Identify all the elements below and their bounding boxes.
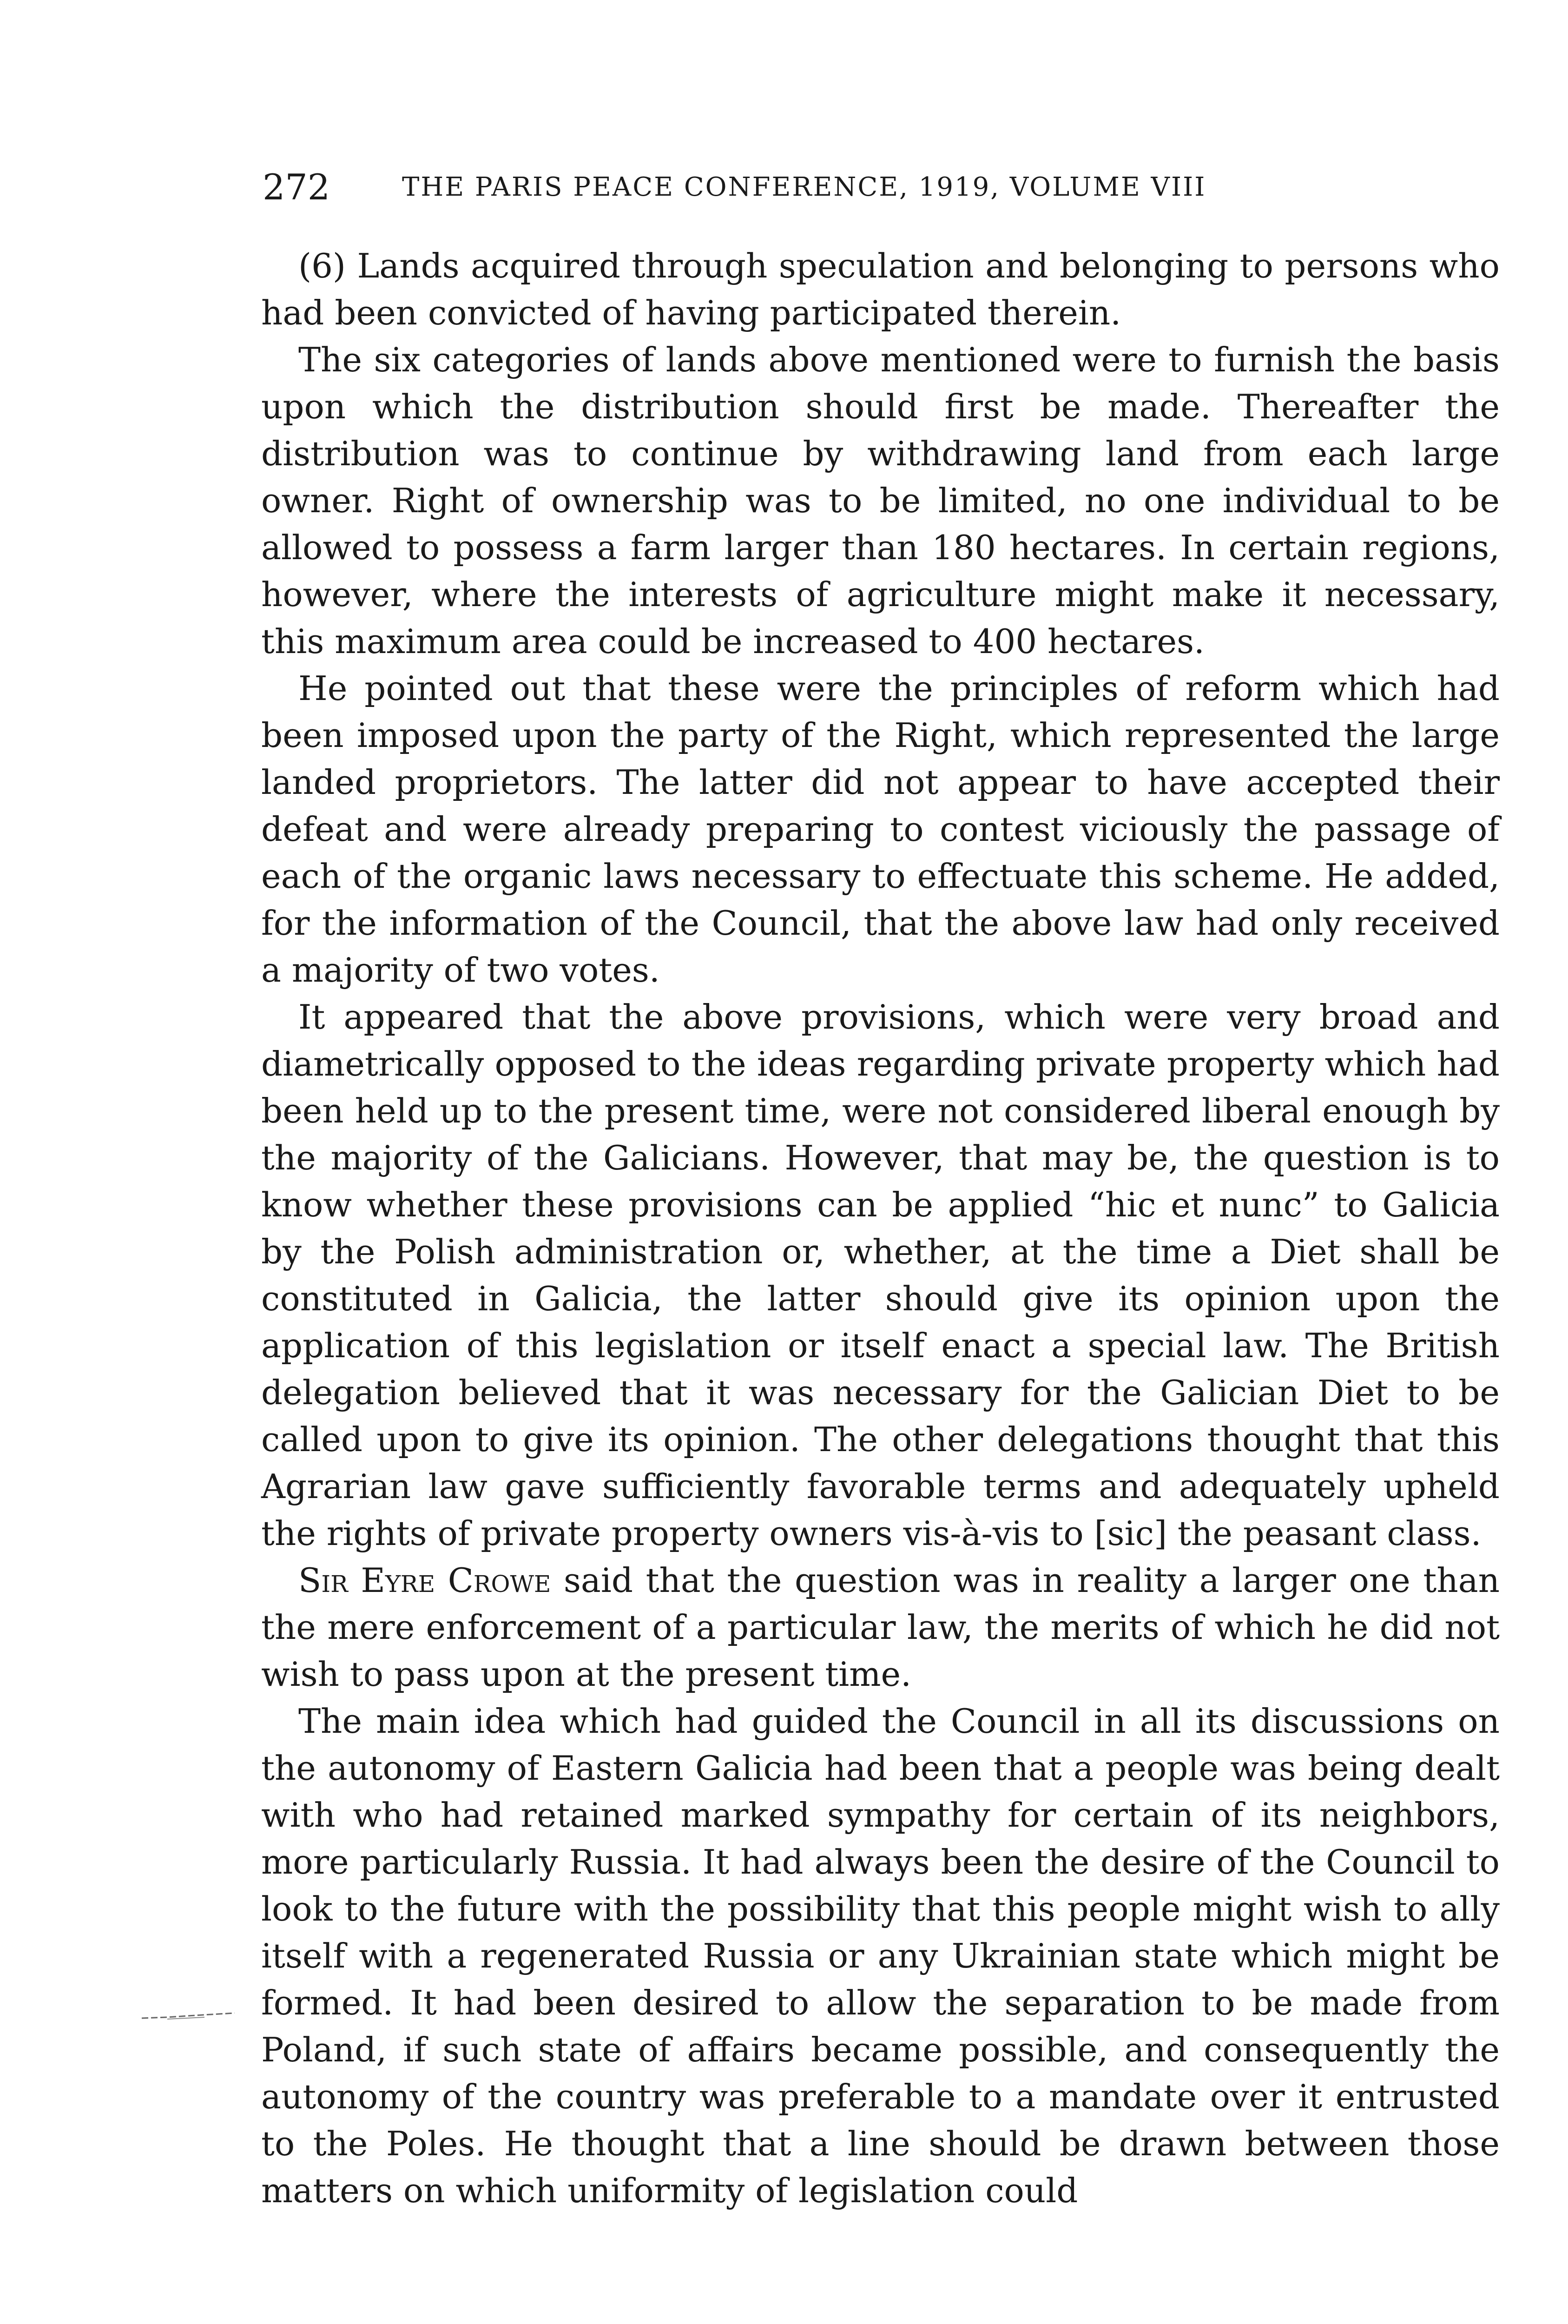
paragraph-distribution: The six categories of lands above mentioned were to furnish the basis upon which the distribution should first be made. Thereafter the distribution was to continue by withdrawing land from each large owner. Right of ownership was to be limited, no one individual to be allowed to possess a farm larger than 180 hectares. In certain regions, however, where the interests of agriculture might make it necessary, this maximum area could be increased to 400 hectares. [261,340,1500,661]
paragraph-reform-principles: He pointed out that these were the principles of reform which had been imposed upon the party of the Right, which represented the large landed proprietors. The latter did not appear to have accepted their defeat and were already preparing to contest viciously the passage of each of the organic laws necessary to effectuate this scheme. He added, for the information of the Council, that the above law had only received a majority of two votes. [261,669,1500,990]
speaker-name: Sir Eyre Crowe [298,1561,551,1600]
paragraph-crowe-remarks [261,1557,1500,1698]
margin-pencil-mark [139,2012,237,2021]
paragraph-autonomy: The main idea which had guided the Council in all its discussions on the autonomy of Eastern Galicia had been that a people was being dealt with who had retained marked sympathy for certain of its neighbors, more particularly Russia. It had always been the desire of the Council to look to the future with the possibility that this people might wish to ally itself with a regenerated Russia or any Ukrainian state which might be formed. It had been desired to allow the separation to be made from Poland, if such state of affairs became possible, and consequently the autonomy of the country was preferable to a mandate over it entrusted to the Poles. He thought that a line should be drawn between those matters on which uniformity of legislation could [261,1702,1500,2210]
page-header [263,162,1499,213]
page-number: 272 [263,166,330,208]
paragraph-land-category-6: (6) Lands acquired through speculation and belonging to persons who had been convicted of having participated therein. [261,246,1500,332]
body-text [261,243,1500,2214]
paragraph-agrarian-provisions: It appeared that the above provisions, which were very broad and diametrically opposed to the ideas regarding private property which had been held up to the present time, were not considered liberal enough by the majority of the Galicians. However, that may be, the question is to know whether these provisions can be applied “hic et nunc” to Galicia by the Polish administration or, whether, at the time a Diet shall be constituted in Galicia, the latter should give its opinion upon the application of this legislation or itself enact a special law. The British delegation believed that it was necessary for the Galician Diet to be called upon to give its opinion. The other delegations thought that this Agrarian law gave sufficiently favorable terms and adequately upheld the rights of private property owners vis-à-vis to [sic] the peasant class. [261,997,1500,1553]
running-title: THE PARIS PEACE CONFERENCE, 1919, VOLUME VIII [402,172,1206,202]
paragraph-crowe-text: said that the question was in reality a larger one than the mere enforcement of a particular law, the merits of which he did not wish to pass upon at the present time. [261,1561,1500,1694]
